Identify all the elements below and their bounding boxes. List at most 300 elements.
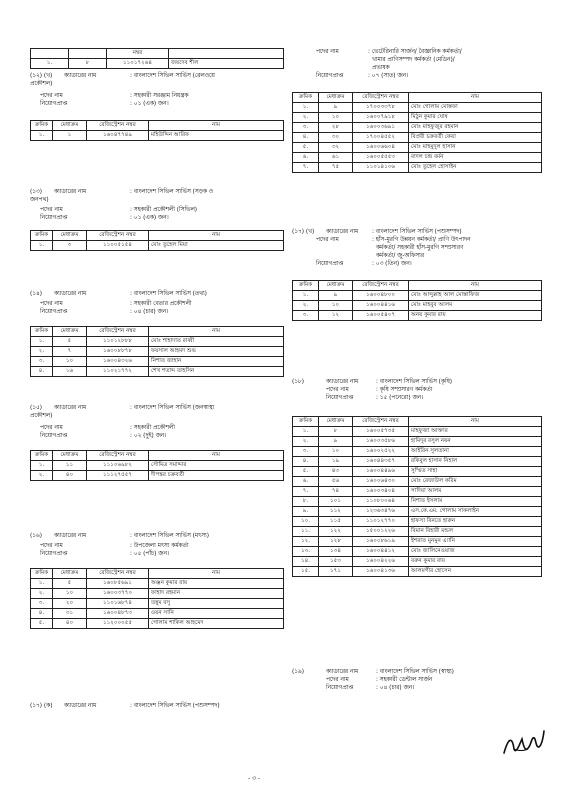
cadre-continuation: প্রকৌশল) (30, 81, 53, 87)
cadre-continuation: প্রকৌশল) (30, 413, 53, 419)
recruited-value: : ০৫ (পাঁচ) জন। (130, 551, 169, 557)
recruited-line (292, 684, 542, 692)
section-number: (১৬) (30, 533, 43, 539)
table-header-cell: মেধাক্রম (53, 121, 87, 131)
registration-cell: ১২৩৬৩৪৭৬ (353, 507, 409, 517)
cadre-label: ক্যাডারের নাম (54, 533, 87, 539)
registration-cell: ১৬০০৮৮৭৮ (87, 347, 149, 357)
post-line (30, 206, 284, 214)
section-number: (১৫) (30, 405, 43, 411)
cadre-value: : বাংলাদেশ সিভিল সার্ভিস (রেলওয়ে (130, 73, 215, 79)
merit-cell: ১০ (319, 301, 353, 311)
name-cell: মোঃ মাহফুজুর রহমান (409, 123, 542, 133)
registration-cell: ১৬০০৬৬০৪ (353, 143, 409, 153)
merit-cell: ১০ (53, 357, 87, 367)
table-row (31, 589, 284, 599)
table-row (293, 123, 542, 133)
post-value: : সহকারী ডেন্টাল সার্জন (376, 677, 433, 683)
post-line (30, 542, 284, 550)
recruited-label: নিয়োগপ্রাপ্ত (40, 551, 68, 557)
table-row (31, 131, 284, 141)
post-line (292, 236, 542, 244)
post-line (292, 676, 542, 684)
table-header-cell: রেজিস্ট্রেশন নম্বর (87, 569, 149, 579)
table-header-cell: রেজিস্ট্রেশন নম্বর (353, 93, 409, 103)
registration-cell: ১৬০০৮৬১৯ (353, 537, 409, 547)
serial-cell: ১. (31, 241, 53, 251)
table-header-cell: মেধাক্রম (319, 281, 353, 291)
section-16 (30, 532, 284, 629)
table-row (293, 427, 542, 437)
recruited-line (30, 432, 284, 440)
table-header-cell: নম্বর (107, 49, 169, 59)
registration-cell: ১৬০০৩৪০৪ (353, 487, 409, 497)
cadre-value: : বাংলাদেশ সিভিল সার্ভিস (পশুসম্পদ) (372, 229, 462, 235)
merit-cell: ১ (53, 131, 87, 141)
table-header-cell: ক্রমিক (31, 451, 53, 461)
name-cell: মোঃ জালিনেওয়াজ (409, 547, 542, 557)
merit-cell: ৩২ (319, 143, 353, 153)
serial-cell: ৪. (31, 609, 53, 619)
cadre-value: : বাংলাদেশ সিভিল সার্ভিস (তথ্য) (130, 291, 207, 297)
registration-cell: ১৬০০৪৪১২ (353, 547, 409, 557)
serial-cell: ২. (31, 471, 53, 481)
post-value: : সহকারী সরঞ্জাম নিয়ন্ত্রক (130, 93, 189, 99)
table-row (31, 609, 284, 619)
table-row (293, 113, 542, 123)
cadre-value: : বাংলাদেশ সিভিল সার্ভিস (মৎস্য) (130, 533, 209, 539)
cadre-value: : বাংলাদেশ সিভিল সার্ভিস (পশুসম্পদ) (130, 703, 220, 709)
post-value-3: কর্মকর্তা/ জু-অফিসার (376, 253, 425, 259)
merit-cell: ১০ (53, 589, 87, 599)
serial-cell: ৫. (293, 143, 319, 153)
section-number: (১৩) (30, 189, 43, 195)
registration-cell: ১১০০৫১৫৪ (87, 241, 149, 251)
post-line-2 (292, 56, 542, 64)
name-cell: রকিবুল হাসান নিহাল (409, 457, 542, 467)
name-cell: সুস্মিত সাহা (409, 467, 542, 477)
table-row (31, 357, 284, 367)
name-cell: মোঃ শাহাদাত রাব্বী (149, 337, 284, 347)
recruited-value: : ০৪ (চার) জন। (130, 309, 169, 315)
post-line (30, 92, 284, 100)
merit-cell: ১৬ (53, 367, 87, 377)
registration-cell: ১১০৮০০৬৪ (353, 497, 409, 507)
section-number: (১৯) (292, 669, 305, 675)
registration-cell: ১৬০০৩৭৭০ (87, 589, 149, 599)
table-row (293, 517, 542, 527)
registration-cell: ১৬০০৩৫৮৬ (353, 437, 409, 447)
table-header-cell: ক্রমিক (31, 569, 53, 579)
section-18 (292, 378, 542, 577)
registration-cell: ১১১২৭৫৫৭ (87, 471, 149, 481)
recruited-line (30, 550, 284, 558)
serial-cell: ২. (293, 301, 319, 311)
table-header-cell: রেজিস্ট্রেশন নম্বর (353, 281, 409, 291)
name-cell: ফয়সাল আহমদ শুভ (149, 347, 284, 357)
section-17-ka-details (292, 48, 542, 173)
registration-cell: ১৬০০৭৯১৮ (353, 113, 409, 123)
table-header-row (293, 281, 542, 291)
merit-cell: ৩ (53, 241, 87, 251)
post-value: : ভেটেরিনারি সার্জন/ বৈজ্ঞানিক কর্মকর্তা/ (368, 49, 462, 55)
serial-cell: ৯. (293, 507, 319, 517)
serial-cell: ১. (31, 337, 53, 347)
candidate-table (30, 120, 284, 141)
registration-cell: ১৬০৪৪৩৫৭ (353, 457, 409, 467)
name-cell: মোঃ গোলাম মোস্তফা (409, 103, 542, 113)
name-cell: হামিদুর রসুল নয়ন (409, 437, 542, 447)
serial-cell: ২. (293, 437, 319, 447)
registration-cell: ১৬০০৪১৩৬ (353, 567, 409, 577)
serial-cell: ১৫. (293, 567, 319, 577)
merit-cell: ১০ (319, 447, 353, 457)
merit-cell: ৬১ (319, 153, 353, 163)
candidate-table (292, 280, 542, 321)
table-row (293, 487, 542, 497)
serial-cell: ১. (31, 579, 53, 589)
table-row (293, 507, 542, 517)
cadre-line (292, 228, 542, 236)
registration-cell: ১১০১২৮৮৮ (87, 337, 149, 347)
table-row (293, 537, 542, 547)
name-cell: জয়দেব শীল (169, 59, 284, 69)
registration-cell: ১৬০০৫৭৩৫ (353, 427, 409, 437)
recruited-value: : ০১ (এক) জন। (130, 215, 169, 221)
section-17-ka (30, 702, 284, 710)
recruited-value: : ১৫ (পনেরো) জন। (376, 395, 424, 401)
table-header-row (31, 231, 284, 241)
post-value: : উপজেলা মৎস্য কর্মকর্তা (130, 543, 189, 549)
merit-cell: ৩১ (53, 609, 87, 619)
serial-cell: ৪. (31, 367, 53, 377)
name-cell: মাহফুজা আক্তার (409, 427, 542, 437)
registration-cell: ১১১০৬৯৮২ (87, 461, 149, 471)
table-row (31, 461, 284, 471)
merit-cell: ৪০ (53, 471, 87, 481)
recruited-line (30, 100, 284, 108)
post-line (30, 424, 284, 432)
merit-cell: ৫ (53, 579, 87, 589)
recruited-line (292, 72, 542, 80)
table-header-cell: রেজিস্ট্রেশন নম্বর (353, 417, 409, 427)
post-label: পদের নাম (40, 207, 63, 213)
section-14 (30, 290, 284, 377)
registration-cell: ১৬০০৫৫৫৩ (353, 153, 409, 163)
serial-cell: ১. (31, 461, 53, 471)
table-header-cell: ক্রমিক (31, 327, 53, 337)
merit-cell: ৪৩ (319, 467, 353, 477)
merit-cell: ৫ (53, 337, 87, 347)
table-row (31, 599, 284, 609)
post-line (30, 300, 284, 308)
table-header-cell: রেজিস্ট্রেশন নম্বর (87, 451, 149, 461)
table-row (293, 133, 542, 143)
merit-cell: ৭৪ (319, 487, 353, 497)
serial-cell: ১. (293, 103, 319, 113)
serial-cell: ৫. (293, 467, 319, 477)
table-row (293, 153, 542, 163)
merit-cell: ১২৮ (319, 537, 353, 547)
candidate-table (30, 450, 284, 481)
registration-cell: ১৬০০৩৬৯১ (353, 123, 409, 133)
cadre-value: : বাংলাদেশ সিভিল সার্ভিস (জনস্বাস্থ্য (130, 405, 215, 411)
table-header-cell: নাম (149, 231, 284, 241)
table-row (31, 59, 284, 69)
registration-cell: ১৬০০২৫২২ (353, 447, 409, 457)
recruited-value: : ০৭ (সাত) জন। (368, 73, 409, 79)
serial-cell: ৭. (293, 487, 319, 497)
name-cell: মিঠুন কুমার ঘোষ (409, 113, 542, 123)
table-row (293, 457, 542, 467)
table-row (31, 579, 284, 589)
table-header-cell: নাম (149, 451, 284, 461)
table-row (293, 567, 542, 577)
serial-cell: ৪. (293, 457, 319, 467)
serial-cell: ১৩. (293, 547, 319, 557)
table-header-row (293, 417, 542, 427)
post-label: পদের নাম (40, 93, 63, 99)
serial-cell: ১. (31, 131, 53, 141)
post-value: : হাঁস-মুরগি উন্নয়ন কর্মকর্তা/ প্রাণি উৎপাদন (372, 237, 471, 243)
serial-cell: ২. (293, 113, 319, 123)
table-header-cell: মেধাক্রম (319, 93, 353, 103)
name-cell: নিশাত জাহান (149, 357, 284, 367)
merit-cell: ২৮ (319, 123, 353, 133)
serial-cell: ২. (31, 589, 53, 599)
name-cell: মোঃ রেজাউল করিম (409, 477, 542, 487)
candidate-table (292, 92, 542, 173)
cadre-label: ক্যাডারের নাম (64, 703, 97, 709)
recruited-label: নিয়োগপ্রাপ্ত (40, 101, 68, 107)
recruited-label: নিয়োগপ্রাপ্ত (40, 215, 68, 221)
name-cell: শেখ শতাব্দ তাহসিন (149, 367, 284, 377)
cadre-label: ক্যাডারের নাম (326, 379, 359, 385)
cadre-value: : বাংলাদেশ সিভিল সার্ভিস (সড়ক ও (130, 189, 214, 195)
serial-cell: ৭. (293, 163, 319, 173)
merit-cell: ১২২ (319, 527, 353, 537)
post-line (292, 48, 542, 56)
merit-cell: ১৫৩ (319, 557, 353, 567)
table-row (293, 163, 542, 173)
table-header-cell: মেধাক্রম (53, 231, 87, 241)
table-header-cell: ক্রমিক (293, 281, 319, 291)
post-value-2: কর্মকর্তা/ সহকারী হাঁস-মুরগি সম্প্রসারণ (376, 245, 464, 251)
name-cell: মহিউদ্দিন আরিফ (149, 131, 284, 141)
name-cell: মোঃ তুহেল মিয়া (149, 241, 284, 251)
recruited-label: নিয়োগপ্রাপ্ত (326, 395, 354, 401)
table-row (293, 527, 542, 537)
recruited-value: : ০৩ (তিন) জন। (372, 261, 412, 267)
cadre-continuation: জনপথ) (30, 197, 49, 203)
cadre-line (30, 404, 284, 412)
recruited-line (30, 214, 284, 222)
name-cell: গোলাম শাকিল আহমেদ (149, 619, 284, 629)
table-header-row (31, 49, 284, 59)
serial-cell: ৩. (293, 123, 319, 133)
name-cell: ওয়ন সানি (149, 609, 284, 619)
table-header-cell: ক্রমিক (31, 121, 53, 131)
section-13 (30, 188, 284, 251)
cadre-line (30, 72, 284, 80)
cadre-label: ক্যাডারের নাম (54, 189, 87, 195)
merit-cell: ১৩৪ (319, 547, 353, 557)
registration-cell: ১৬০০৪৪১৬ (353, 301, 409, 311)
recruited-line (292, 260, 542, 268)
recruited-line (292, 394, 542, 402)
table-row (293, 467, 542, 477)
post-value: : কৃষি সম্প্রসারণ কর্মকর্তা (376, 387, 433, 393)
section-17-kha (292, 228, 542, 321)
table-header-row (31, 569, 284, 579)
post-line (292, 386, 542, 394)
merit-cell: ৯ (319, 437, 353, 447)
name-cell: মোঃ আব্দুল্লাহ আল মোস্তাফিজ (409, 291, 542, 301)
post-label: পদের নাম (316, 49, 339, 55)
serial-cell: ১০. (293, 517, 319, 527)
table-row (293, 291, 542, 301)
table-header-cell: নাম (149, 569, 284, 579)
name-cell: ফাহাদ রহমান (149, 589, 284, 599)
table-header-cell: মেধাক্রম (53, 451, 87, 461)
post-label: পদের নাম (326, 677, 349, 683)
registration-cell: ১৬০০৫৪০৭ (353, 311, 409, 321)
registration-cell: ১৬০০৬৪৩০ (353, 477, 409, 487)
section-12-kha (30, 72, 284, 141)
cadre-line (292, 668, 542, 676)
table-row (31, 367, 284, 377)
table-row (31, 337, 284, 347)
merit-cell: ৯ (319, 291, 353, 301)
merit-cell: ৮ (69, 59, 107, 69)
recruited-value: : ০২ (দুই) জন। (130, 433, 167, 439)
name-cell: মোঃ মাহবুব আলম (409, 301, 542, 311)
table-row (293, 497, 542, 507)
table-header-row (31, 121, 284, 131)
table-header-row (31, 327, 284, 337)
section-number: (১৮) (292, 379, 305, 385)
registration-cell: ১৬০৪৭৭৪৯ (87, 131, 149, 141)
candidate-table (30, 568, 284, 629)
candidate-table (292, 416, 542, 577)
cadre-line (30, 188, 284, 196)
table-header-cell: নাম (409, 281, 542, 291)
registration-cell: ১১০১২৭৭০ (353, 517, 409, 527)
page-number: - ৩ - (248, 775, 261, 782)
table-header-cell: নাম (149, 327, 284, 337)
post-line-3 (292, 64, 542, 72)
name-cell: সৌমিত্র সমাদ্দার (149, 461, 284, 471)
table-row (293, 301, 542, 311)
registration-cell: ১৬০০৪৮০০ (353, 291, 409, 301)
table-header-cell: রেজিস্ট্রেশন নম্বর (87, 231, 149, 241)
merit-cell: ৭ (53, 347, 87, 357)
merit-cell: ১১৫ (319, 517, 353, 527)
serial-cell: ২. (31, 347, 53, 357)
table-header-cell: রেজিস্ট্রেশন নম্বর (87, 121, 149, 131)
name-cell: দীপঙ্কর চক্রবর্তী (149, 471, 284, 481)
recruited-line (30, 308, 284, 316)
merit-cell: ৪০ (53, 619, 87, 629)
table-header-row (293, 93, 542, 103)
registration-cell: ১১০১৬৮৭৪ (87, 599, 149, 609)
serial-cell: ১১. (293, 527, 319, 537)
table-header-row (31, 451, 284, 461)
serial-cell: ৩. (293, 447, 319, 457)
post-label: পদের নাম (40, 543, 63, 549)
registration-cell: ১৫০০১২২৬ (353, 527, 409, 537)
table-row (293, 437, 542, 447)
table-header-cell: নাম (409, 93, 542, 103)
post-label: পদের নাম (40, 301, 63, 307)
serial-cell: ৪. (293, 133, 319, 143)
table-header-cell: ক্রমিক (293, 417, 319, 427)
merit-cell: ১১ (53, 461, 87, 471)
name-cell: মোঃ তুহেল হোসাইন (409, 163, 542, 173)
post-line-3 (292, 252, 542, 260)
name-cell: নিশাত ইসলাম (409, 497, 542, 507)
name-cell: অনয় কুমার রায় (409, 311, 542, 321)
table-row (293, 547, 542, 557)
section-number: (১৭) (খ) (292, 229, 315, 235)
recruited-label: নিয়োগপ্রাপ্ত (316, 261, 344, 267)
recruited-label: নিয়োগপ্রাপ্ত (40, 433, 68, 439)
post-value: : সহকারী প্রকৌশলী (সিভিল) (130, 207, 198, 213)
registration-cell: ১৬০৮৫৬৯১ (87, 579, 149, 589)
registration-cell: ১৬০০৪২২৬ (353, 557, 409, 567)
name-cell: বরুন কুমার রায় (409, 557, 542, 567)
merit-cell: ১০ (319, 113, 353, 123)
cadre-label: ক্যাডারের নাম (54, 405, 87, 411)
recruited-label: নিয়োগপ্রাপ্ত (316, 73, 344, 79)
merit-cell: ৩০ (319, 133, 353, 143)
cadre-label: ক্যাডারের নাম (54, 291, 87, 297)
post-value-3: প্রভাষক (372, 65, 390, 71)
serial-cell: ৬. (293, 477, 319, 487)
post-value-2: খামার প্রাণিসম্পদ কর্মকর্তা (মেডিন)/ (372, 57, 455, 63)
name-cell: বিপ্রবী চক্রবর্তী কেয়া (409, 133, 542, 143)
post-value: : সহকারী প্রকৌশলী (130, 425, 175, 431)
post-value: : সহকারী বেতার প্রকৌশলী (130, 301, 192, 307)
merit-cell: ১১২ (319, 507, 353, 517)
cadre-line (30, 702, 284, 710)
registration-cell: ১১২০০০৫৫ (87, 619, 149, 629)
merit-cell: ২০ (53, 599, 87, 609)
table-row (293, 557, 542, 567)
name-cell: আইরিন সুলতানা (409, 447, 542, 457)
registration-cell: ১১০১৪১০৬ (353, 163, 409, 173)
cadre-label: ক্যাডারের নাম (64, 73, 97, 79)
merit-cell: ৮ (319, 427, 353, 437)
merit-cell: ১২ (319, 311, 353, 321)
table-header-cell: ক্রমিক (293, 93, 319, 103)
merit-cell: ৫৬ (319, 477, 353, 487)
cadre-value: : বাংলাদেশ সিভিল সার্ভিস (কৃষি) (376, 379, 453, 385)
merit-cell: ৯ (319, 103, 353, 113)
name-cell: বাদল চন্দ্র বর্মন (409, 153, 542, 163)
registration-cell: ১৭০০৪৫৫২ (353, 133, 409, 143)
recruited-value: : ০৪ (চার) জন। (376, 685, 415, 691)
serial-cell: ১৪. (293, 557, 319, 567)
post-label: পদের নাম (326, 387, 349, 393)
serial-cell: ১. (31, 59, 69, 69)
candidate-table (30, 230, 284, 251)
serial-cell: ৬. (293, 153, 319, 163)
registration-cell: ১১০১৭২৬৪ (107, 59, 169, 69)
table-row (293, 103, 542, 113)
table-row (31, 241, 284, 251)
table-row (31, 619, 284, 629)
